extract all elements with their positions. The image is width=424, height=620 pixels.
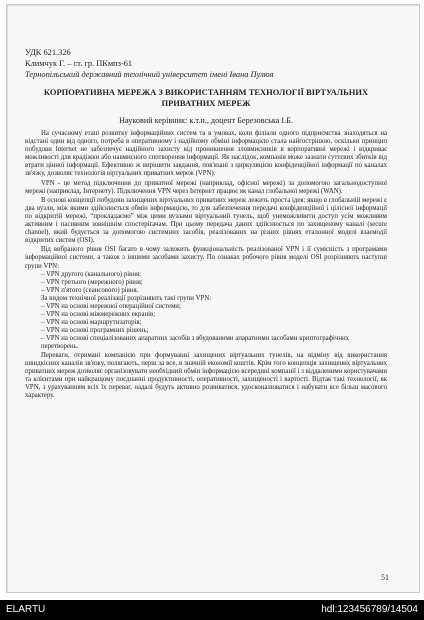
body-paragraph: На сучасному етапі розвитку інформаційних систем та в умовах, коли філіали одного підприємства знаходяться на відстані один від одного, потреба в оперативному і надійному обміні інформацією стала найгострішою, оскільки принцип побудови Internet не забезпечує надійного захисту від проникнення зловмисників в корпоративні мережі і відкриває можливості для крадіжки або навмисного спотворення інформації. Як наслідок, компанія може зазнати суттєвих збитків від втрати цінної інформації. Ефективно ж вирішити завдання, пов'язані з циркуляцією конфіденційної інформації по каналах зв'язку, дозволяє технологія віртуальних приватних мереж (VPN). [25,130,387,178]
body-paragraph: VPN - це метод підключення до приватної мережі (наприклад, офісної мережі) за допомогою загальнодоступної мережі (наприклад, Інтернету). Підключення VPN через Інтернет працює як канал глобальної мережі (WAN). [25,179,387,195]
list-item: – VPN на основі програмних рішень; [41,327,149,335]
list-item: – VPN на основі мережної операційної системи; [41,302,181,310]
paper-title: КОРПОРАТИВНА МЕРЕЖА З ВИКОРИСТАННЯМ ТЕХНОЛОГІЇ ВІРТУАЛЬНИХ ПРИВАТНИХ МЕРЕЖ [43,87,369,108]
footer-bar [0,600,424,620]
body-paragraph: Переваги, отримані компанією при формуванні захищених віртуальних тунелів, на відміну від використання швидкісних каналів зв'язку, полягають, перш за все, в значній економії коштів. Крім того концепція захищених віртуальних приватних мереж дозволяє організовувати необхідний обмін інформацією всередині компанії і з віддаленими користувачами та клієнтами при найкращому поєднанні продуктивності, оперативності, захищеності і вартості. Відтак такі технології, як VPN, з урахуванням всіх їх переваг, надалі будуть активно розвиватися, удосконалюватися і набувати все більш масового характеру. [25,351,387,399]
body-paragraph: В основі концепції побудови захищених віртуальних приватних мереж лежить проста ідея: якщо в глобальній мережі є два вузли, між якими здійснюється обмін інформацією, то для забезпечення передачі конфіденційної і цілісної інформації по відкритій мережі, “прокладаємо” між цими вузлами віртуальний тунель, щоб унеможливити доступ усім можливим активним і пасивним зовнішнім спостерігачам. При цьому передача даних здійснюється по захищеному каналі (secure channel), який будується за допомогою системних засобів, реалізованих на різних рівнях еталонної моделі взаємодії відкритих систем (OSI). [25,196,387,245]
author-line: Климчук Г. – ст. гр. ПКмпз-61 [25,59,133,68]
supervisor-line: Науковий керівник: к.т.н., доцент Березовська І.Б. [119,116,293,125]
osi-group-list [25,271,387,295]
body-paragraph: За видом технічної реалізації розрізняють такі групи VPN: [41,294,212,302]
university-line: Тернопільський державний технічний університет імені Івана Пулюя [25,70,274,79]
page-number: 51 [381,573,389,582]
udk-code: УДК 621.326 [25,48,71,57]
list-item: – VPN п'ятого (сеансового) рівня. [41,286,139,294]
tech-group-list [25,303,387,352]
list-item: – VPN другого (канального) рівня; [41,270,142,278]
list-item: – VPN на основі спеціалізованих апаратних засобів з вбудованими апаратними засобами криптографічних перетворень. [41,335,350,351]
list-item: – VPN на основі маршрутизаторів; [41,319,142,327]
repository-name: ELARTU [6,604,46,615]
paper-content [25,47,387,400]
body-paragraph: Від вибраного рівня OSI багато в чому залежить функціональність реалізованої VPN і її сумісність з програмами інформаційної системи, а також з іншими засобами захисту. По ознаках робочого рівня моделі OSI розрізняють наступні групи VPN: [25,246,387,270]
list-item: – VPN третього (мережного) рівня; [41,278,143,286]
list-item: – VPN на основі міжмережних екранів; [41,311,156,319]
handle-id: hdl:123456789/14504 [321,604,418,615]
paper-page [6,4,420,593]
